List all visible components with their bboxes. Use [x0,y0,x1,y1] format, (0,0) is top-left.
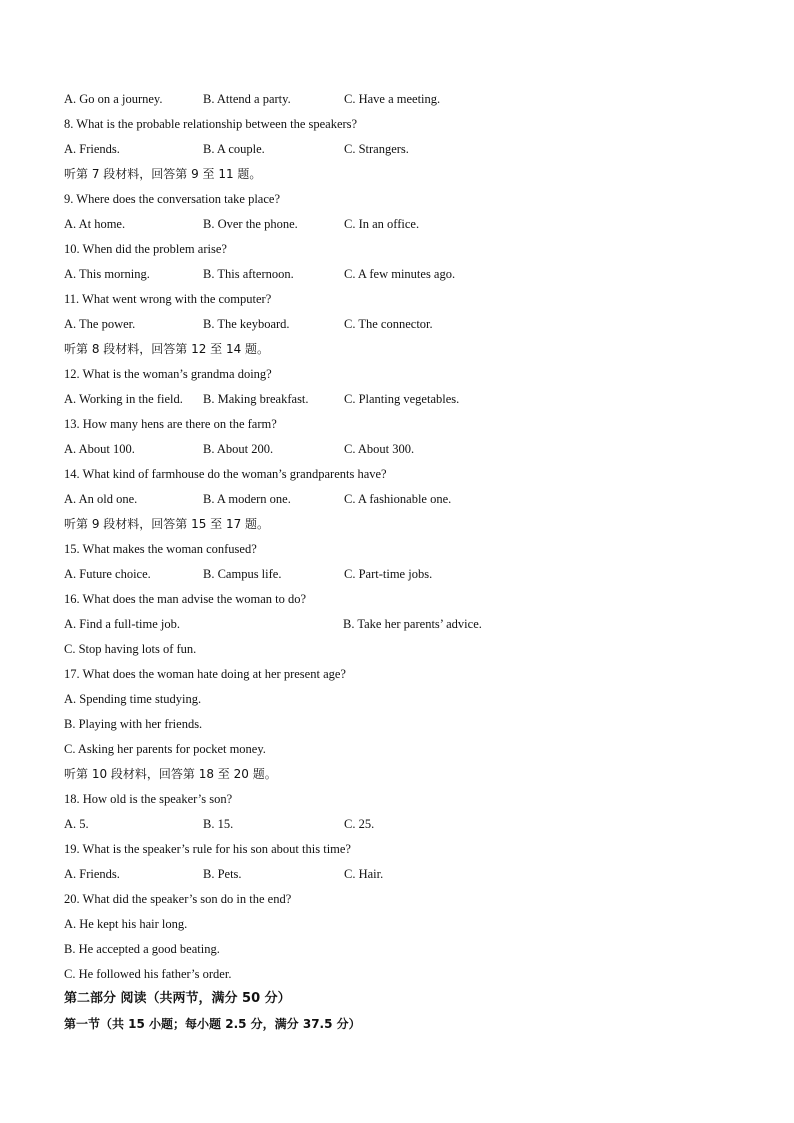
answer-option: A. Spending time studying. [64,692,202,706]
answer-option: B. Playing with her friends. [64,717,203,731]
section-instruction: 听第 7 段材料，回答第 9 至 11 题。 [64,167,262,181]
answer-option: C. Planting vegetables. [344,392,460,406]
answer-option: C. In an office. [344,217,420,231]
answer-option: A. Friends. [64,142,120,156]
answer-option: A. 5. [64,817,89,831]
answer-option: B. 15. [203,817,234,831]
question-text: 17. What does the woman hate doing at her present age? [64,667,346,681]
answer-option: C. 25. [344,817,375,831]
answer-option: B. Take her parents’ advice. [343,617,482,631]
question-text: 19. What is the speaker’s rule for his son about this time? [64,842,351,856]
section-instruction: 听第 9 段材料，回答第 15 至 17 题。 [64,517,270,531]
question-text: 8. What is the probable relationship between the speakers? [64,117,358,131]
question-text: 13. How many hens are there on the farm? [64,417,277,431]
answer-option: C. The connector. [344,317,433,331]
question-text: 11. What went wrong with the computer? [64,292,272,306]
answer-option: C. Hair. [344,867,384,881]
answer-option: C. Part-time jobs. [344,567,433,581]
question-text: 18. How old is the speaker’s son? [64,792,233,806]
answer-option: B. Attend a party. [203,92,291,106]
answer-option: B. He accepted a good beating. [64,942,220,956]
answer-option: A. At home. [64,217,126,231]
answer-option: A. He kept his hair long. [64,917,188,931]
question-text: 10. When did the problem arise? [64,242,227,256]
answer-option: B. This afternoon. [203,267,294,281]
answer-option: A. Working in the field. [64,392,183,406]
answer-option: B. About 200. [203,442,274,456]
section-instruction: 听第 8 段材料，回答第 12 至 14 题。 [64,342,270,356]
answer-option: A. Future choice. [64,567,151,581]
question-text: 20. What did the speaker’s son do in the end? [64,892,292,906]
answer-option: B. Pets. [203,867,242,881]
answer-option: A. Go on a journey. [64,92,163,106]
answer-option: C. About 300. [344,442,415,456]
question-text: 14. What kind of farmhouse do the woman’s grandparents have? [64,467,387,481]
answer-option: B. A couple. [203,142,265,156]
answer-option: C. Have a meeting. [344,92,441,106]
answer-option: B. Campus life. [203,567,282,581]
answer-option: C. Stop having lots of fun. [64,642,197,656]
subsection-heading: 第一节（共 15 小题；每小题 2.5 分，满分 37.5 分） [64,1017,361,1031]
answer-option: C. A few minutes ago. [344,267,456,281]
answer-option: C. He followed his father’s order. [64,967,232,981]
part-heading: 第二部分 阅读（共两节，满分 50 分） [64,991,291,1006]
question-text: 12. What is the woman’s grandma doing? [64,367,272,381]
answer-option: B. A modern one. [203,492,291,506]
answer-option: A. This morning. [64,267,150,281]
question-text: 16. What does the man advise the woman to do? [64,592,307,606]
answer-option: A. An old one. [64,492,138,506]
answer-option: A. About 100. [64,442,135,456]
answer-option: A. Find a full-time job. [64,617,180,631]
answer-option: C. Asking her parents for pocket money. [64,742,266,756]
answer-option: B. The keyboard. [203,317,290,331]
question-text: 9. Where does the conversation take place? [64,192,280,206]
answer-option: A. Friends. [64,867,120,881]
answer-option: B. Over the phone. [203,217,298,231]
question-text: 15. What makes the woman confused? [64,542,257,556]
section-instruction: 听第 10 段材料，回答第 18 至 20 题。 [64,767,277,781]
answer-option: C. A fashionable one. [344,492,452,506]
answer-option: C. Strangers. [344,142,409,156]
answer-option: A. The power. [64,317,136,331]
answer-option: B. Making breakfast. [203,392,309,406]
